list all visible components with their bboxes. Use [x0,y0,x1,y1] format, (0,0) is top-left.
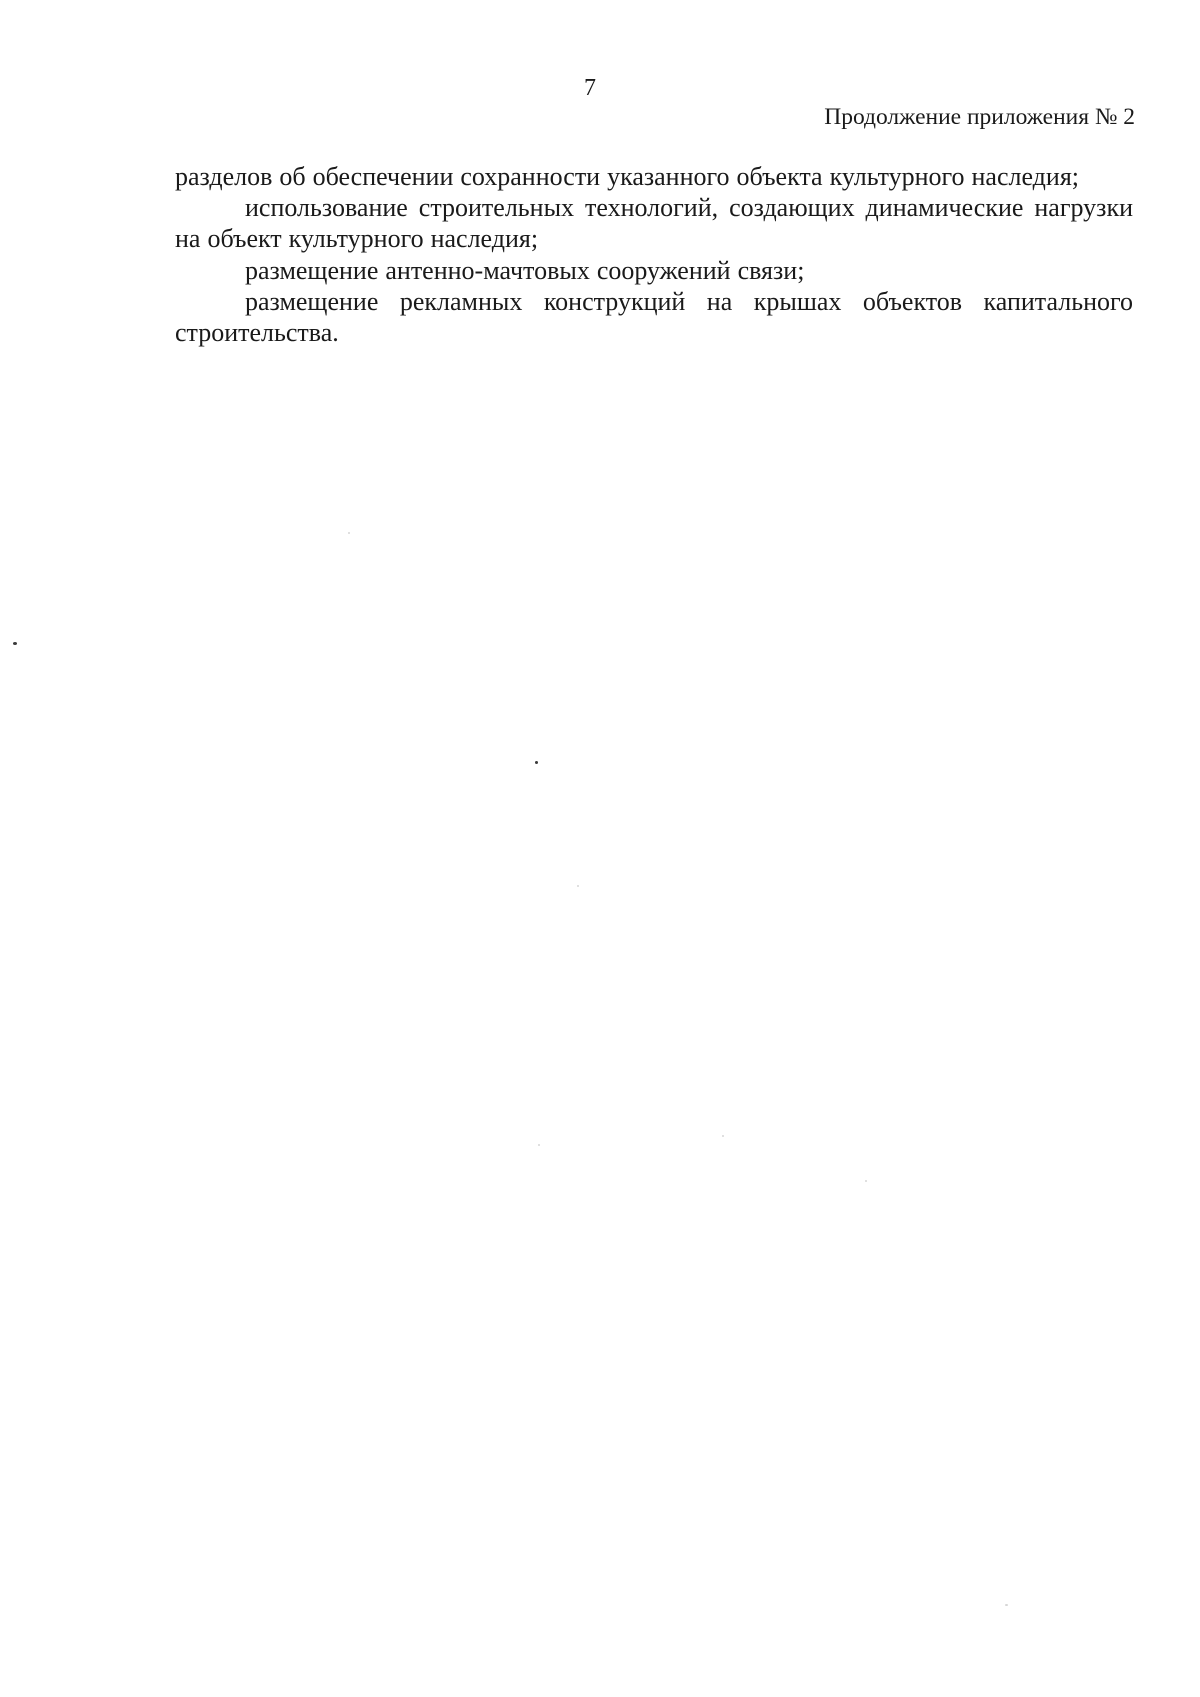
scan-speck [722,1135,724,1137]
scan-speck [865,1180,867,1182]
paragraph: размещение рекламных конструкций на крышах объектов капитального строительства. [175,286,1133,348]
scan-speck [348,532,350,534]
appendix-continuation-header: Продолжение приложения № 2 [824,104,1135,130]
paragraph: использование строительных технологий, создающих динамические нагрузки на объект культурного наследия; [175,193,1133,254]
scan-speck [538,1144,540,1146]
body-text [175,161,1133,348]
paragraph: разделов об обеспечении сохранности указанного объекта культурного наследия; [175,162,1080,191]
scan-speck [13,642,17,645]
scan-speck [577,885,579,887]
scan-speck [1005,1604,1008,1606]
page-number: 7 [584,75,596,101]
paragraph: размещение антенно-мачтовых сооружений связи; [245,255,805,285]
scan-speck [535,761,538,764]
